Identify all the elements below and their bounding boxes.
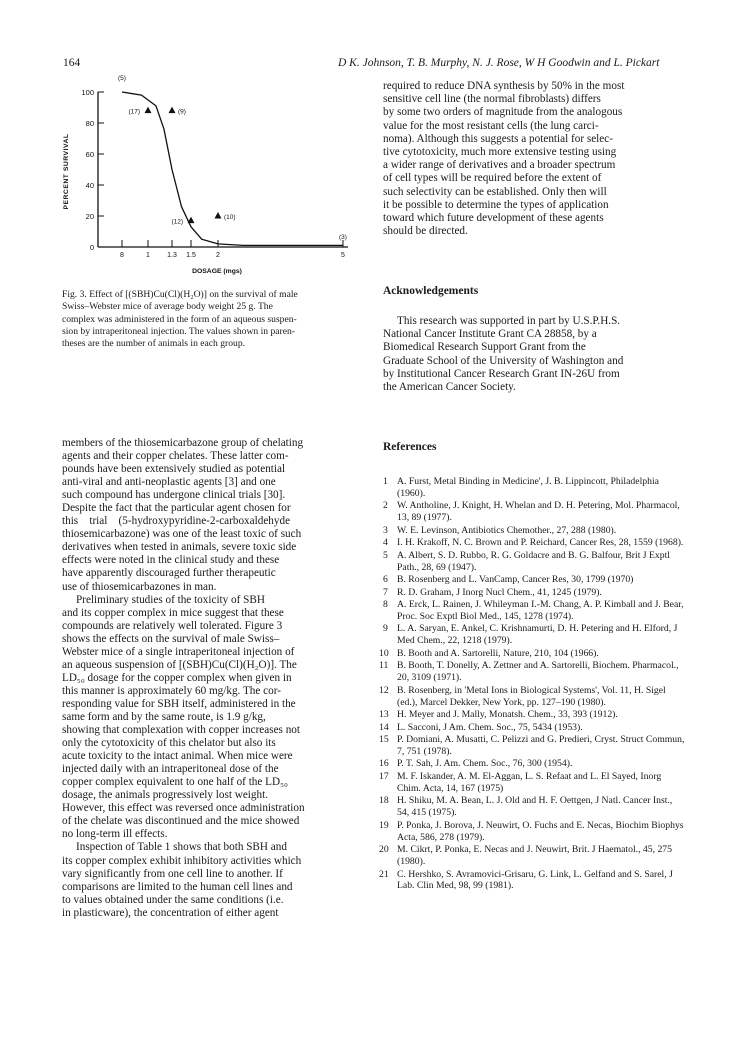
data-point-triangle xyxy=(145,107,152,114)
data-point-label: (5) xyxy=(118,75,126,82)
text-line: anti-viral and anti-neoplastic agents [3] and one xyxy=(62,476,276,489)
reference-text: P. Domiani, A. Musatti, C. Pelizzi and G. Predieri, Cryst. Struct Commun, 7, 751 (1978). xyxy=(397,734,685,757)
text-line: use of thiosemicarbazones in man. xyxy=(62,580,217,593)
x-tick-label: 1.5 xyxy=(186,252,196,259)
reference-item xyxy=(379,868,686,893)
text-line: Preliminary studies of the toxicity of SBH xyxy=(76,593,265,606)
y-axis-label: PERCENT SURVIVAL xyxy=(63,133,70,210)
page-number: 164 xyxy=(63,57,81,69)
text-line: this trial (5-hydroxypyridine-2-carboxaldehyde xyxy=(62,515,291,528)
caption-line: complex was administered in the form of an aqueous suspen- xyxy=(62,313,297,325)
reference-item xyxy=(379,647,686,660)
reference-text: W. Antholine, J. Knight, H. Whelan and D. H. Petering, Mol. Pharmacol, 13, 89 (1977). xyxy=(397,500,680,524)
ack-line: Biomedical Research Support Grant from the xyxy=(383,341,586,354)
reference-number: 4 xyxy=(383,537,388,549)
reference-item xyxy=(383,500,686,524)
caption-line: Swiss–Webster mice of average body weight 25 g. The xyxy=(62,301,273,313)
reference-number: 12 xyxy=(379,684,389,696)
reference-list xyxy=(379,476,686,893)
reference-item xyxy=(379,844,686,868)
text-line: Despite the fact that the particular agent chosen for xyxy=(62,502,291,515)
text-line: same form and by the same route, is 1.9 g/kg, xyxy=(62,710,266,723)
data-point-label: (9) xyxy=(178,108,186,116)
data-point-label: (12) xyxy=(171,218,183,226)
ack-line: This research was supported in part by U.S.P.H.S. xyxy=(397,315,621,327)
reference-number: 1 xyxy=(383,476,388,487)
text-line: comparisons are limited to the human cell lines and xyxy=(62,880,293,893)
ack-heading: Acknowledgements xyxy=(383,285,479,297)
text-line: agents and their copper chelates. These latter com- xyxy=(62,450,289,463)
ack-line: Graduate School of the University of Washington and xyxy=(383,354,624,367)
survival-chart xyxy=(60,75,360,280)
text-line: by some two orders of magnitude from the analogous xyxy=(383,106,623,119)
text-line: noma). Although this suggests a potential for selec- xyxy=(383,132,613,145)
y-tick-label: 20 xyxy=(85,212,94,221)
text-line: required to reduce DNA synthesis by 50% in the most xyxy=(383,80,625,92)
reference-number: 13 xyxy=(379,709,389,721)
reference-text: I. H. Krakoff, N. C. Brown and P. Reichard, Cancer Res, 28, 1559 (1968). xyxy=(397,537,684,549)
x-axis-label: DOSAGE (mgs) xyxy=(192,268,242,275)
figure-caption xyxy=(62,289,372,350)
text-line: such compound has undergone clinical trials [30]. xyxy=(62,489,286,502)
reference-number: 14 xyxy=(379,721,389,733)
reference-text: A. Furst, Metal Binding in Medicine', J. B. Lippincott, Philadelphia (1960). xyxy=(397,476,659,499)
text-line: showing that complexation with copper increases not xyxy=(62,724,300,737)
reference-number: 10 xyxy=(379,647,389,659)
ack-line: by Institutional Cancer Research Grant IN-26U from xyxy=(383,367,620,380)
text-line: no long-term ill effects. xyxy=(62,828,168,841)
text-line: toward which future development of these agents xyxy=(383,212,604,225)
reference-number: 15 xyxy=(379,734,389,746)
reference-text: B. Booth and A. Sartorelli, Nature, 210, 104 (1966). xyxy=(397,647,599,659)
reference-text: B. Rosenberg and L. VanCamp, Cancer Res, 30, 1799 (1970) xyxy=(397,574,634,586)
reference-number: 6 xyxy=(383,574,388,586)
text-line: derivatives when tested in animals, severe toxic side xyxy=(62,541,297,554)
reference-item xyxy=(379,660,686,684)
text-line: have apparently discouraged further therapeutic xyxy=(62,567,276,580)
text-line: shows the effects on the survival of male Swiss– xyxy=(62,632,280,645)
text-line: such selectivity can be established. Only then will xyxy=(383,185,607,198)
text-line: LD₅₀ dosage for the copper complex when given in xyxy=(62,671,292,684)
text-line: in plasticware), the concentration of either agent xyxy=(62,906,279,919)
data-point-triangle xyxy=(215,212,222,219)
y-tick-label: 0 xyxy=(89,243,94,252)
text-line: compounds are relatively well tolerated. Figure 3 xyxy=(62,619,283,632)
y-tick-label: 100 xyxy=(81,88,94,97)
ack-line: National Cancer Institute Grant CA 28858, by a xyxy=(383,328,597,341)
reference-number: 3 xyxy=(383,524,388,536)
text-line: Webster mice of a single intraperitoneal injection of xyxy=(62,645,295,658)
y-tick-label: 40 xyxy=(85,181,94,190)
reference-text: R. D. Graham, J Inorg Nucl Chem., 41, 1245 (1979). xyxy=(397,586,602,598)
reference-text: L. A. Saryan, E. Ankel, C. Krishnamurti, D. H. Petering and H. Elford, J Med Chem., 22, 1218 (1979). xyxy=(397,623,678,647)
text-line: However, this effect was reversed once administration xyxy=(62,802,305,815)
text-line: thiosemicarbazone) was one of the least toxic of such xyxy=(62,528,302,541)
text-line: value for the most resistant cells (the lung carci- xyxy=(383,119,599,132)
left-column-text xyxy=(62,437,374,920)
y-tick-label: 80 xyxy=(85,119,94,128)
text-line: to values obtained under the same conditions (i.e. xyxy=(62,893,284,906)
x-tick-label: 5 xyxy=(341,252,345,259)
data-point-label: (17) xyxy=(128,108,140,116)
reference-text: M. Cikrt, P. Ponka, E. Necas and J. Neuwirt, Brit. J Haematol., 45, 275 (1980). xyxy=(397,844,672,868)
text-line: sensitive cell line (the normal fibroblasts) differs xyxy=(383,93,601,106)
y-tick-label: 60 xyxy=(85,150,94,159)
text-line: tive cytotoxicity, much more extensive testing using xyxy=(383,146,617,159)
reference-number: 11 xyxy=(379,660,389,672)
refs-heading: References xyxy=(383,441,437,453)
text-line: acute toxicity to the intact animal. When mice were xyxy=(62,750,293,763)
reference-number: 9 xyxy=(383,623,388,635)
text-line: should be directed. xyxy=(383,225,468,238)
x-tick-label: 1 xyxy=(146,252,150,259)
caption-line: sion by intraperitoneal injection. The values shown in paren- xyxy=(62,325,295,337)
reference-item xyxy=(383,537,686,549)
text-line: copper complex equivalent to one half of the LD₅₀ xyxy=(62,776,288,789)
ack-paragraph xyxy=(383,315,683,394)
caption-line: theses are the number of animals in each group. xyxy=(62,338,246,350)
reference-text: B. Booth, T. Donelly, A. Zettner and A. Sartorelli, Biochem. Pharmacol., 20, 3109 (1971). xyxy=(397,660,679,684)
reference-item xyxy=(379,721,686,734)
reference-item xyxy=(383,574,686,586)
text-line: injected daily with an intraperitoneal dose of the xyxy=(62,763,279,776)
reference-number: 8 xyxy=(383,599,388,611)
reference-number: 2 xyxy=(383,500,388,512)
text-line: its copper complex exhibit inhibitory activities which xyxy=(62,854,302,867)
reference-text: C. Hershko, S. Avramovici-Grisaru, G. Link, L. Gelfand and S. Sarel, J Lab. Clin Med, 98, 99 (1981). xyxy=(397,868,673,892)
reference-number: 16 xyxy=(379,758,389,770)
reference-item xyxy=(383,599,686,623)
reference-text: P. T. Sah, J. Am. Chem. Soc., 76, 300 (1954). xyxy=(397,758,573,770)
text-line: responding value for SBH itself, administered in the xyxy=(62,697,296,710)
reference-text: H. Shiku, M. A. Bean, L. J. Old and H. F. Oettgen, J Natl. Cancer Inst., 54, 415 (1975). xyxy=(397,795,673,819)
data-point-label: (3) xyxy=(339,234,347,241)
reference-item xyxy=(379,734,686,758)
reference-item xyxy=(379,819,686,844)
text-line: of cell types will be required before the extent of xyxy=(383,172,602,185)
reference-item xyxy=(379,795,686,819)
text-line: members of the thiosemicarbazone group of chelating xyxy=(62,437,304,449)
reference-number: 17 xyxy=(379,770,389,782)
text-line: Inspection of Table 1 shows that both SBH and xyxy=(76,841,287,854)
text-line: this manner is approximately 60 mg/kg. The cor- xyxy=(62,684,281,697)
text-line: it be possible to determine the types of application xyxy=(383,198,609,211)
text-line: vary significantly from one cell line to another. If xyxy=(62,867,283,880)
data-point-triangle xyxy=(169,107,176,114)
right-column-text xyxy=(383,80,683,238)
caption-line: Fig. 3. Effect of [(SBH)Cu(Cl)(H₂O)] on the survival of male xyxy=(62,289,298,300)
reference-text: B. Rosenberg, in 'Metal Ions in Biological Systems', Vol. 11, H. Sigel (ed.), Marcel Dekker, New York, pp. 127–190 (1980). xyxy=(397,684,666,708)
text-line: dosage, the animals progressively lost weight. xyxy=(62,789,268,802)
running-header-authors: D K. Johnson, T. B. Murphy, N. J. Rose, W H Goodwin and L. Pickart xyxy=(338,57,660,69)
x-tick-label: 8 xyxy=(120,252,124,259)
text-line: effects were noted in the clinical study and these xyxy=(62,554,280,567)
reference-number: 18 xyxy=(379,795,389,807)
reference-text: H. Meyer and J. Mally, Monatsh. Chem., 33, 393 (1912). xyxy=(397,709,618,721)
reference-item xyxy=(383,623,686,647)
reference-text: P. Ponka, J. Borova, J. Neuwirt, O. Fuchs and E. Necas, Biochim Biophys Acta, 586, 278 (1979). xyxy=(397,819,684,843)
reference-item xyxy=(383,550,686,574)
reference-item xyxy=(383,476,686,500)
data-point-triangle xyxy=(188,217,195,224)
reference-item xyxy=(379,770,686,795)
reference-text: L. Sacconi, J Am. Chem. Soc., 75, 5434 (1953). xyxy=(397,721,583,733)
reference-number: 19 xyxy=(379,819,389,831)
x-tick-label: 1.3 xyxy=(167,252,177,259)
reference-item xyxy=(383,587,686,599)
text-line: only the cytotoxicity of this chelator but also its xyxy=(62,737,276,750)
reference-text: A. Albert, S. D. Rubbo, R. G. Goldacre and B. G. Balfour, Brit J Exptl Path., 28, 69 (1947). xyxy=(397,549,670,573)
reference-item xyxy=(379,758,686,770)
text-line: a wider range of derivatives and a broader spectrum xyxy=(383,159,616,172)
survival-curve xyxy=(122,92,343,245)
text-line: and its copper complex in mice suggest that these xyxy=(62,606,284,619)
reference-item xyxy=(379,684,686,709)
reference-item xyxy=(383,525,686,537)
reference-item xyxy=(379,709,686,721)
reference-number: 20 xyxy=(379,844,389,856)
reference-text: W. E. Levinson, Antibiotics Chemother., 27, 288 (1980). xyxy=(397,524,617,536)
text-line: of the chelate was discontinued and the mice showed xyxy=(62,815,300,828)
reference-number: 21 xyxy=(379,868,389,880)
reference-number: 7 xyxy=(383,586,388,598)
x-tick-label: 2 xyxy=(216,252,220,259)
text-line: an aqueous suspension of [(SBH)Cu(Cl)(H₂O)]. The xyxy=(62,658,297,671)
reference-text: A. Erck, L. Rainen, J. Whileyman I.-M. Chang, A. P. Kimball and J. Bear, Proc. Soc Exptl Biol Med., 145, 1278 (1974). xyxy=(397,599,684,622)
data-point-label: (10) xyxy=(224,214,236,221)
text-line: pounds have been extensively studied as potential xyxy=(62,463,286,476)
reference-number: 5 xyxy=(383,549,388,561)
reference-text: M. F. Iskander, A. M. El-Aggan, L. S. Refaat and L. El Sayed, Inorg Chim. Acta, 14, 167 (1975) xyxy=(397,770,662,794)
ack-line: the American Cancer Society. xyxy=(383,381,516,394)
